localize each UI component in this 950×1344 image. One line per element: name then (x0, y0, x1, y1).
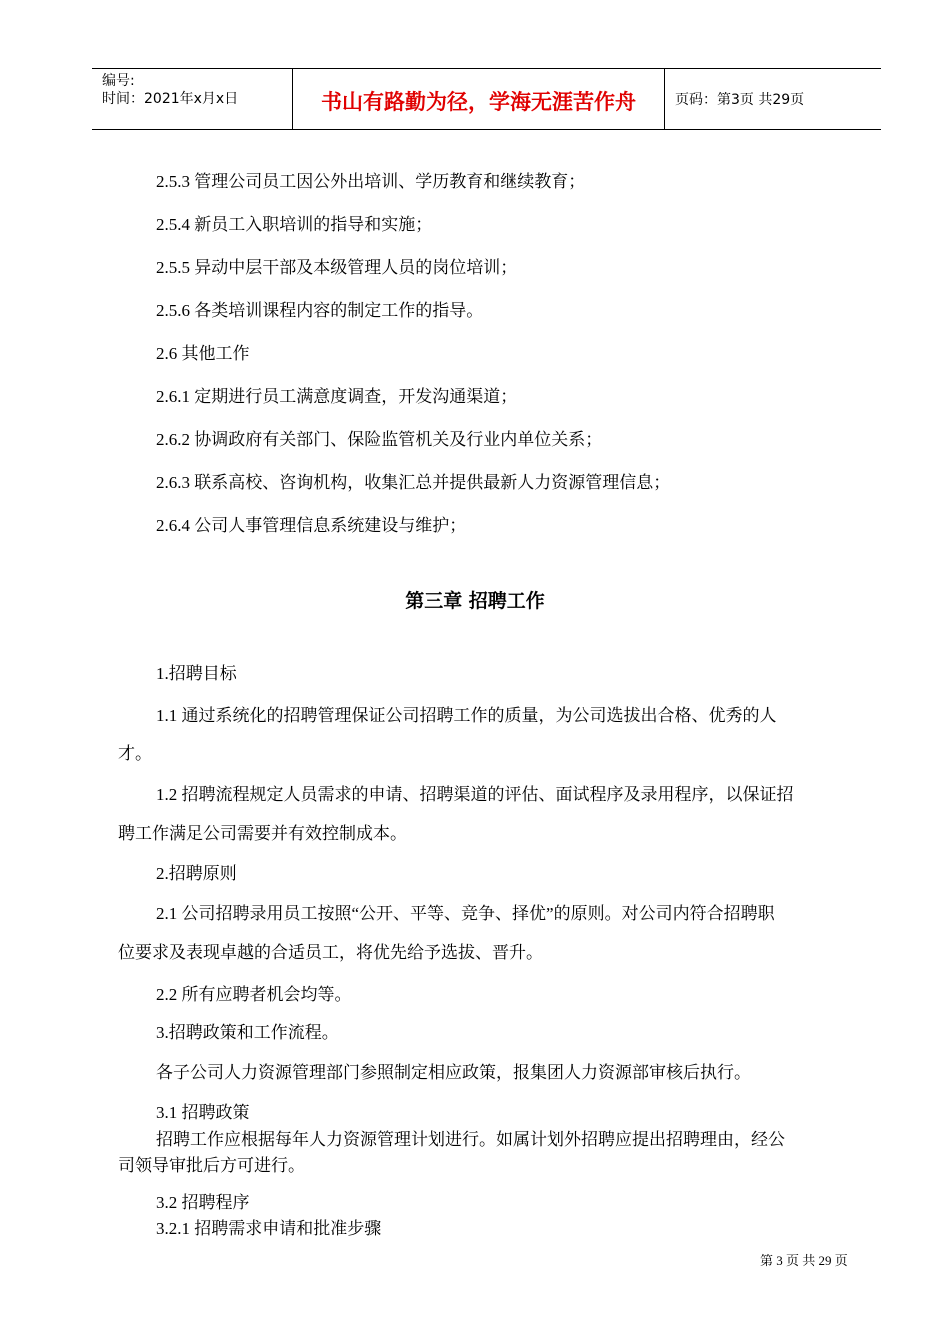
header-meta-cell (92, 69, 293, 129)
header-motto-cell (293, 69, 665, 129)
page-footer: 第 3 页 共 29 页 (760, 1253, 848, 1268)
text-line: 才。 (118, 744, 152, 763)
text-line: 3.2.1 招聘需求申请和批准步骤 (156, 1219, 382, 1238)
text-line: 1.2 招聘流程规定人员需求的申请、招聘渠道的评估、面试程序及录用程序，以保证招 (156, 785, 794, 804)
text-line: 1.1 通过系统化的招聘管理保证公司招聘工作的质量，为公司选拔出合格、优秀的人 (156, 706, 777, 725)
header-table (92, 68, 881, 130)
section-heading: 3.2 招聘程序 (156, 1193, 250, 1212)
header-page-cell (665, 69, 881, 129)
text-line: 招聘工作应根据每年人力资源管理计划进行。如属计划外招聘应提出招聘理由，经公 (156, 1130, 785, 1149)
text-line: 2.5.6 各类培训课程内容的制定工作的指导。 (156, 301, 484, 320)
text-line: 司领导审批后方可进行。 (118, 1156, 305, 1175)
section-heading: 2.6 其他工作 (156, 344, 250, 363)
text-line: 2.6.2 协调政府有关部门、保险监管机关及行业内单位关系； (156, 430, 603, 449)
section-heading: 3.招聘政策和工作流程。 (156, 1023, 339, 1042)
motto: 书山有路勤为径，学海无涯苦作舟 (321, 90, 636, 114)
chapter-title: 第三章 招聘工作 (405, 590, 545, 612)
page-label: 页码：第3页 共29页 (675, 92, 805, 108)
text-line: 2.5.4 新员工入职培训的指导和实施； (156, 215, 433, 234)
text-line: 2.2 所有应聘者机会均等。 (156, 985, 352, 1004)
text-line: 2.5.3 管理公司员工因公外出培训、学历教育和继续教育； (156, 172, 586, 191)
text-line: 各子公司人力资源管理部门参照制定相应政策，报集团人力资源部审核后执行。 (156, 1063, 751, 1082)
time-label: 时间：2021年x月x日 (102, 91, 239, 107)
section-heading: 2.招聘原则 (156, 864, 237, 883)
text-line: 2.6.1 定期进行员工满意度调查，开发沟通渠道； (156, 387, 518, 406)
text-line: 2.6.4 公司人事管理信息系统建设与维护； (156, 516, 467, 535)
text-line: 2.5.5 异动中层干部及本级管理人员的岗位培训； (156, 258, 518, 277)
section-heading: 3.1 招聘政策 (156, 1103, 250, 1122)
text-line: 位要求及表现卓越的合适员工，将优先给予选拔、晋升。 (118, 943, 543, 962)
section-heading: 1.招聘目标 (156, 664, 237, 683)
text-line: 2.6.3 联系高校、咨询机构，收集汇总并提供最新人力资源管理信息； (156, 473, 671, 492)
text-line: 聘工作满足公司需要并有效控制成本。 (118, 824, 407, 843)
number-label: 编号: (102, 73, 135, 89)
text-line: 2.1 公司招聘录用员工按照“公开、平等、竞争、择优”的原则。对公司内符合招聘职 (156, 904, 775, 923)
